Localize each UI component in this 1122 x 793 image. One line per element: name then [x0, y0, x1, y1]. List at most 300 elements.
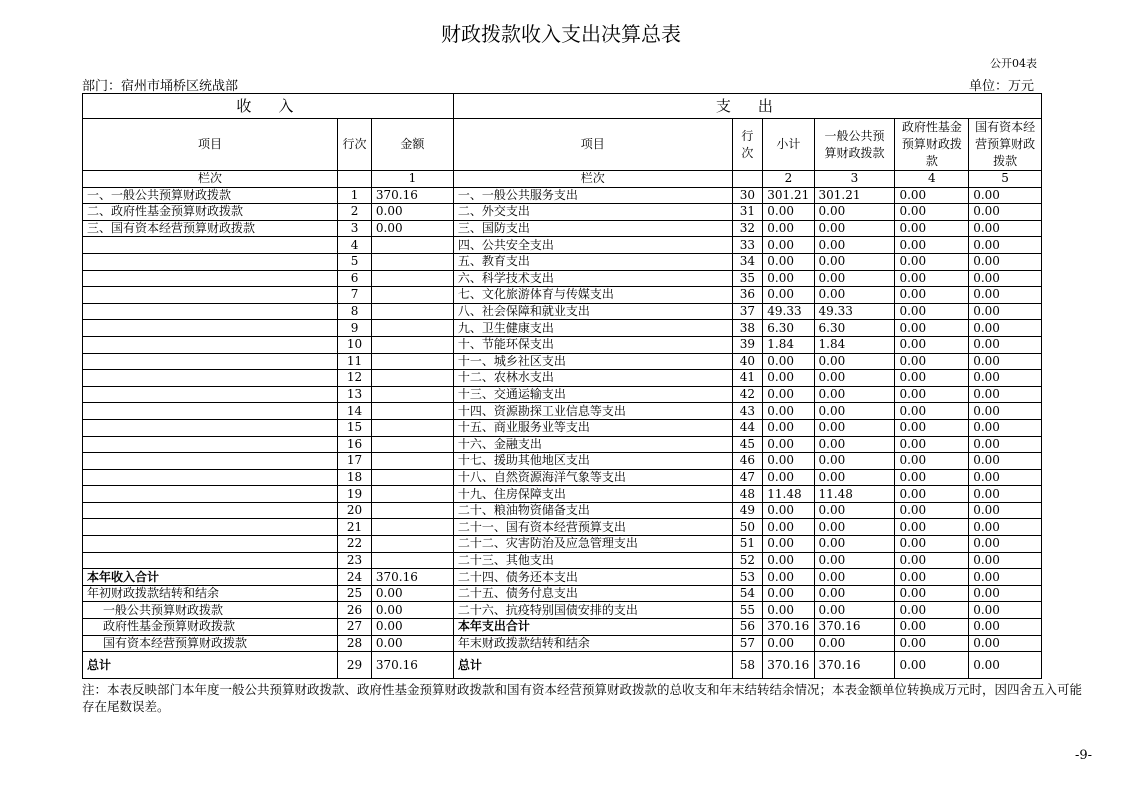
- income-amount-cell: [371, 253, 453, 270]
- income-amount-cell: [371, 353, 453, 370]
- income-row-no-cell: 25: [338, 585, 372, 602]
- income-item-cell: [83, 436, 338, 453]
- income-amount-cell: [371, 320, 453, 337]
- income-amount-cell: 0.00: [371, 602, 453, 619]
- expense-row-no-cell: 45: [732, 436, 763, 453]
- expense-state-capital-cell: 0.00: [969, 552, 1042, 569]
- income-row-no-cell: 1: [338, 187, 372, 204]
- income-row-no-cell: 27: [338, 619, 372, 636]
- income-row-no-cell: 2: [338, 204, 372, 221]
- income-row-no-cell: 9: [338, 320, 372, 337]
- table-row: [83, 469, 1042, 486]
- income-item-cell: [83, 469, 338, 486]
- expense-item-cell: 一、一般公共服务支出: [453, 187, 732, 204]
- expense-state-capital-cell: 0.00: [969, 270, 1042, 287]
- income-item-cell: 国有资本经营预算财政拨款: [83, 635, 338, 652]
- table-row: [83, 602, 1042, 619]
- expense-item-cell: 十九、住房保障支出: [453, 486, 732, 503]
- expense-subtotal-cell: 370.16: [763, 619, 814, 636]
- income-amount-cell: [371, 519, 453, 536]
- income-row-no-cell: 22: [338, 536, 372, 553]
- expense-general-budget-cell: 0.00: [814, 519, 895, 536]
- expense-subtotal-cell: 0.00: [763, 270, 814, 287]
- expense-row-no-cell: 31: [732, 204, 763, 221]
- expense-fund-budget-cell: 0.00: [895, 469, 969, 486]
- expense-fund-budget-cell: 0.00: [895, 552, 969, 569]
- expense-subtotal-cell: 0.00: [763, 220, 814, 237]
- expense-state-capital-cell: 0.00: [969, 619, 1042, 636]
- expense-general-budget-cell: 6.30: [814, 320, 895, 337]
- expense-state-capital-cell: 0.00: [969, 502, 1042, 519]
- expense-row-no-cell: 36: [732, 287, 763, 304]
- expense-subtotal-cell: 49.33: [763, 303, 814, 320]
- expense-row-no-header: 行次: [732, 119, 763, 171]
- expense-fund-budget-cell: 0.00: [895, 652, 969, 679]
- expense-item-cell: 二十一、国有资本经营预算支出: [453, 519, 732, 536]
- expense-row-no-cell: 39: [732, 336, 763, 353]
- expense-fund-budget-cell: 0.00: [895, 453, 969, 470]
- income-amount-cell: [371, 502, 453, 519]
- expense-subtotal-cell: 1.84: [763, 336, 814, 353]
- expense-item-cell: 二十五、债务付息支出: [453, 585, 732, 602]
- expense-fund-budget-cell: 0.00: [895, 436, 969, 453]
- expense-row-no-cell: 34: [732, 253, 763, 270]
- income-amount-cell: 0.00: [371, 204, 453, 221]
- expense-fund-budget-cell: 0.00: [895, 502, 969, 519]
- expense-item-cell: 二十二、灾害防治及应急管理支出: [453, 536, 732, 553]
- expense-fund-budget-cell: 0.00: [895, 320, 969, 337]
- income-amount-cell: 0.00: [371, 619, 453, 636]
- expense-general-budget-cell: 0.00: [814, 453, 895, 470]
- income-item-cell: [83, 519, 338, 536]
- income-item-cell: [83, 336, 338, 353]
- expense-state-capital-cell: 0.00: [969, 585, 1042, 602]
- page-number: -9-: [1074, 748, 1092, 763]
- expense-fund-budget-cell: 0.00: [895, 237, 969, 254]
- budget-table: [82, 93, 1042, 679]
- expense-subtotal-cell: 0.00: [763, 635, 814, 652]
- income-item-cell: [83, 303, 338, 320]
- table-row: [83, 320, 1042, 337]
- income-item-cell: [83, 552, 338, 569]
- expense-fund-budget-cell: 0.00: [895, 353, 969, 370]
- income-row-no-cell: 23: [338, 552, 372, 569]
- table-row: [83, 187, 1042, 204]
- expense-general-budget-cell: 0.00: [814, 220, 895, 237]
- table-row: [83, 569, 1042, 586]
- expense-general-budget-cell: 0.00: [814, 436, 895, 453]
- income-row-no-cell: 3: [338, 220, 372, 237]
- table-row: [83, 519, 1042, 536]
- expense-row-no-cell: 50: [732, 519, 763, 536]
- expense-state-capital-cell: 0.00: [969, 486, 1042, 503]
- income-row-no-cell: 18: [338, 469, 372, 486]
- income-amount-cell: 0.00: [371, 635, 453, 652]
- expense-fund-budget-cell: 0.00: [895, 635, 969, 652]
- expense-state-capital-cell: 0.00: [969, 336, 1042, 353]
- expense-fund-budget-cell: 0.00: [895, 204, 969, 221]
- income-row-no-cell: 19: [338, 486, 372, 503]
- expense-fund-budget-cell: 0.00: [895, 403, 969, 420]
- income-item-cell: 本年收入合计: [83, 569, 338, 586]
- income-item-cell: [83, 253, 338, 270]
- expense-row-no-cell: 43: [732, 403, 763, 420]
- income-amount-cell: [371, 303, 453, 320]
- income-item-cell: [83, 486, 338, 503]
- expense-item-cell: 十五、商业服务业等支出: [453, 419, 732, 436]
- income-amount-cell: [371, 486, 453, 503]
- expense-item-cell: 五、教育支出: [453, 253, 732, 270]
- expense-subtotal-cell: 0.00: [763, 602, 814, 619]
- expense-state-capital-cell: 0.00: [969, 419, 1042, 436]
- table-row: [83, 303, 1042, 320]
- expense-general-budget-cell: 0.00: [814, 253, 895, 270]
- expense-fund-budget-cell: 0.00: [895, 602, 969, 619]
- income-item-cell: [83, 353, 338, 370]
- expense-row-no-cell: 40: [732, 353, 763, 370]
- expense-item-cell: 九、卫生健康支出: [453, 320, 732, 337]
- expense-item-cell: 年末财政拨款结转和结余: [453, 635, 732, 652]
- income-row-no-cell: 21: [338, 519, 372, 536]
- expense-subtotal-cell: 0.00: [763, 552, 814, 569]
- expense-subtotal-cell: 11.48: [763, 486, 814, 503]
- income-row-no-cell: 13: [338, 386, 372, 403]
- expense-state-capital-cell: 0.00: [969, 320, 1042, 337]
- table-row: [83, 436, 1042, 453]
- income-col-label: 栏次: [83, 171, 338, 188]
- income-item-cell: [83, 270, 338, 287]
- table-row: [83, 585, 1042, 602]
- expense-general-budget-cell: 0.00: [814, 602, 895, 619]
- table-row: [83, 453, 1042, 470]
- expense-state-capital-cell: 0.00: [969, 187, 1042, 204]
- expense-item-cell: 本年支出合计: [453, 619, 732, 636]
- expense-general-budget-cell: 0.00: [814, 469, 895, 486]
- expense-general-budget-cell: 0.00: [814, 585, 895, 602]
- table-row: [83, 486, 1042, 503]
- expense-item-cell: 十四、资源勘探工业信息等支出: [453, 403, 732, 420]
- expense-general-budget-cell: 0.00: [814, 502, 895, 519]
- expense-fund-budget-cell: 0.00: [895, 187, 969, 204]
- expense-fund-budget-cell: 0.00: [895, 419, 969, 436]
- expense-fund-budget-cell: 0.00: [895, 303, 969, 320]
- table-row: [83, 353, 1042, 370]
- table-row: [83, 552, 1042, 569]
- expense-item-cell: 二、外交支出: [453, 204, 732, 221]
- expense-item-cell: 十六、金融支出: [453, 436, 732, 453]
- expense-row-no-cell: 51: [732, 536, 763, 553]
- expense-row-no-cell: 52: [732, 552, 763, 569]
- income-item-cell: 一般公共预算财政拨款: [83, 602, 338, 619]
- income-item-header: 项目: [83, 119, 338, 171]
- expense-general-budget-cell: 0.00: [814, 353, 895, 370]
- expense-row-no-cell: 54: [732, 585, 763, 602]
- expense-state-capital-cell: 0.00: [969, 403, 1042, 420]
- table-row: [83, 270, 1042, 287]
- expense-general-budget-cell: 370.16: [814, 619, 895, 636]
- expense-row-no-cell: 42: [732, 386, 763, 403]
- expense-row-no-cell: 55: [732, 602, 763, 619]
- page-title: 财政拨款收入支出决算总表: [441, 22, 681, 46]
- income-amount-cell: [371, 237, 453, 254]
- income-amount-cell: 370.16: [371, 569, 453, 586]
- income-row-no-cell: 6: [338, 270, 372, 287]
- expense-subtotal-cell: 0.00: [763, 536, 814, 553]
- expense-row-no-cell: 37: [732, 303, 763, 320]
- expense-subtotal-cell: 0.00: [763, 237, 814, 254]
- income-row-no-cell: 11: [338, 353, 372, 370]
- expense-fund-budget-cell: 0.00: [895, 270, 969, 287]
- expense-item-cell: 六、科学技术支出: [453, 270, 732, 287]
- expense-general-budget-cell: 11.48: [814, 486, 895, 503]
- expense-row-no-cell: 57: [732, 635, 763, 652]
- table-row: [83, 287, 1042, 304]
- table-row: [83, 386, 1042, 403]
- expense-fund-budget-cell: 0.00: [895, 370, 969, 387]
- expense-general-budget-cell: 370.16: [814, 652, 895, 679]
- col-number-4: 4: [895, 171, 969, 188]
- income-amount-cell: [371, 386, 453, 403]
- expense-general-budget-cell: 0.00: [814, 552, 895, 569]
- income-amount-cell: [371, 287, 453, 304]
- expense-section-header: 支 出: [453, 94, 1041, 119]
- income-amount-cell: 0.00: [371, 585, 453, 602]
- expense-subtotal-cell: 6.30: [763, 320, 814, 337]
- expense-fund-budget-cell: 0.00: [895, 585, 969, 602]
- income-row-no-cell: 5: [338, 253, 372, 270]
- expense-subtotal-cell: 0.00: [763, 204, 814, 221]
- expense-fund-budget-cell: 0.00: [895, 619, 969, 636]
- expense-general-budget-cell: 0.00: [814, 370, 895, 387]
- expense-general-budget-cell: 0.00: [814, 287, 895, 304]
- expense-state-capital-cell: 0.00: [969, 204, 1042, 221]
- expense-state-capital-cell: 0.00: [969, 370, 1042, 387]
- col-number-5: 5: [969, 171, 1042, 188]
- expense-subtotal-cell: 0.00: [763, 469, 814, 486]
- income-item-cell: [83, 502, 338, 519]
- expense-general-budget-cell: 0.00: [814, 386, 895, 403]
- expense-row-no-cell: 30: [732, 187, 763, 204]
- expense-row-no-cell: 32: [732, 220, 763, 237]
- expense-state-capital-cell: 0.00: [969, 469, 1042, 486]
- expense-fund-budget-cell: 0.00: [895, 486, 969, 503]
- department-label: 部门：宿州市埇桥区统战部: [82, 79, 239, 94]
- income-item-cell: [83, 453, 338, 470]
- expense-row-no-cell: 33: [732, 237, 763, 254]
- income-item-cell: [83, 320, 338, 337]
- income-row-no-cell: 4: [338, 237, 372, 254]
- expense-row-no-cell: 47: [732, 469, 763, 486]
- unit-label: 单位：万元: [968, 79, 1034, 94]
- expense-item-cell: 十八、自然资源海洋气象等支出: [453, 469, 732, 486]
- fund-budget-header: 政府性基金预算财政拨款: [895, 119, 969, 171]
- income-amount-cell: 370.16: [371, 187, 453, 204]
- expense-general-budget-cell: 0.00: [814, 403, 895, 420]
- expense-row-no-cell: 46: [732, 453, 763, 470]
- column-header-row: [83, 119, 1042, 171]
- expense-row-no-cell: 35: [732, 270, 763, 287]
- income-amount-cell: 370.16: [371, 652, 453, 679]
- expense-row-no-cell: 56: [732, 619, 763, 636]
- expense-row-no-cell: 58: [732, 652, 763, 679]
- income-row-no-cell: 16: [338, 436, 372, 453]
- income-amount-cell: [371, 469, 453, 486]
- expense-subtotal-cell: 0.00: [763, 419, 814, 436]
- income-amount-cell: [371, 370, 453, 387]
- table-row: [83, 635, 1042, 652]
- income-row-no-cell: 20: [338, 502, 372, 519]
- expense-subtotal-cell: 0.00: [763, 370, 814, 387]
- expense-subtotal-cell: 0.00: [763, 569, 814, 586]
- expense-row-no-cell: 48: [732, 486, 763, 503]
- expense-fund-budget-cell: 0.00: [895, 519, 969, 536]
- income-item-cell: [83, 419, 338, 436]
- expense-state-capital-cell: 0.00: [969, 602, 1042, 619]
- expense-fund-budget-cell: 0.00: [895, 536, 969, 553]
- col-number-3: 3: [814, 171, 895, 188]
- income-amount-cell: [371, 419, 453, 436]
- general-budget-header: 一般公共预算财政拨款: [814, 119, 895, 171]
- expense-state-capital-cell: 0.00: [969, 635, 1042, 652]
- expense-subtotal-cell: 0.00: [763, 436, 814, 453]
- expense-general-budget-cell: 0.00: [814, 569, 895, 586]
- table-row: [83, 253, 1042, 270]
- expense-item-cell: 八、社会保障和就业支出: [453, 303, 732, 320]
- expense-state-capital-cell: 0.00: [969, 536, 1042, 553]
- expense-general-budget-cell: 49.33: [814, 303, 895, 320]
- expense-item-cell: 十一、城乡社区支出: [453, 353, 732, 370]
- income-item-cell: [83, 536, 338, 553]
- table-row: [83, 204, 1042, 221]
- income-amount-cell: [371, 453, 453, 470]
- income-section-header: 收 入: [83, 94, 454, 119]
- expense-subtotal-cell: 0.00: [763, 403, 814, 420]
- expense-row-no-cell: 44: [732, 419, 763, 436]
- expense-fund-budget-cell: 0.00: [895, 253, 969, 270]
- expense-item-cell: 总计: [453, 652, 732, 679]
- income-row-no-cell: 15: [338, 419, 372, 436]
- income-item-cell: 政府性基金预算财政拨款: [83, 619, 338, 636]
- table-row: [83, 220, 1042, 237]
- column-number-row: [83, 171, 1042, 188]
- col-number-blank: [338, 171, 372, 188]
- table-row: [83, 419, 1042, 436]
- expense-fund-budget-cell: 0.00: [895, 336, 969, 353]
- expense-subtotal-cell: 0.00: [763, 353, 814, 370]
- expense-general-budget-cell: 0.00: [814, 419, 895, 436]
- income-item-cell: 年初财政拨款结转和结余: [83, 585, 338, 602]
- expense-state-capital-cell: 0.00: [969, 303, 1042, 320]
- expense-fund-budget-cell: 0.00: [895, 386, 969, 403]
- income-row-no-cell: 24: [338, 569, 372, 586]
- expense-state-capital-cell: 0.00: [969, 253, 1042, 270]
- expense-subtotal-cell: 0.00: [763, 585, 814, 602]
- table-row: [83, 502, 1042, 519]
- income-item-cell: [83, 403, 338, 420]
- expense-subtotal-cell: 0.00: [763, 253, 814, 270]
- table-row: [83, 536, 1042, 553]
- expense-state-capital-cell: 0.00: [969, 519, 1042, 536]
- expense-state-capital-cell: 0.00: [969, 386, 1042, 403]
- table-row: [83, 336, 1042, 353]
- col-number-blank: [732, 171, 763, 188]
- income-amount-cell: [371, 403, 453, 420]
- income-row-no-cell: 7: [338, 287, 372, 304]
- table-row: [83, 403, 1042, 420]
- expense-row-no-cell: 53: [732, 569, 763, 586]
- expense-general-budget-cell: 1.84: [814, 336, 895, 353]
- expense-fund-budget-cell: 0.00: [895, 220, 969, 237]
- expense-item-cell: 十三、交通运输支出: [453, 386, 732, 403]
- expense-item-cell: 二十六、抗疫特别国债安排的支出: [453, 602, 732, 619]
- income-item-cell: 总计: [83, 652, 338, 679]
- income-amount-cell: [371, 436, 453, 453]
- expense-general-budget-cell: 0.00: [814, 237, 895, 254]
- income-row-no-cell: 14: [338, 403, 372, 420]
- income-item-cell: [83, 287, 338, 304]
- income-item-cell: 三、国有资本经营预算财政拨款: [83, 220, 338, 237]
- income-item-cell: [83, 370, 338, 387]
- income-item-cell: 二、政府性基金预算财政拨款: [83, 204, 338, 221]
- expense-item-cell: 十七、援助其他地区支出: [453, 453, 732, 470]
- table-row: [83, 652, 1042, 679]
- income-amount-cell: 0.00: [371, 220, 453, 237]
- expense-general-budget-cell: 301.21: [814, 187, 895, 204]
- expense-general-budget-cell: 0.00: [814, 536, 895, 553]
- expense-subtotal-cell: 301.21: [763, 187, 814, 204]
- income-row-no-cell: 10: [338, 336, 372, 353]
- expense-row-no-cell: 38: [732, 320, 763, 337]
- income-item-cell: [83, 237, 338, 254]
- expense-subtotal-cell: 0.00: [763, 386, 814, 403]
- expense-state-capital-cell: 0.00: [969, 220, 1042, 237]
- income-row-no-cell: 8: [338, 303, 372, 320]
- income-row-no-cell: 12: [338, 370, 372, 387]
- income-row-no-cell: 17: [338, 453, 372, 470]
- col-number-1: 1: [371, 171, 453, 188]
- expense-fund-budget-cell: 0.00: [895, 287, 969, 304]
- expense-general-budget-cell: 0.00: [814, 270, 895, 287]
- expense-state-capital-cell: 0.00: [969, 237, 1042, 254]
- table-row: [83, 370, 1042, 387]
- expense-subtotal-cell: 0.00: [763, 519, 814, 536]
- income-amount-cell: [371, 270, 453, 287]
- expense-state-capital-cell: 0.00: [969, 353, 1042, 370]
- expense-general-budget-cell: 0.00: [814, 635, 895, 652]
- income-amount-cell: [371, 336, 453, 353]
- expense-item-cell: 二十三、其他支出: [453, 552, 732, 569]
- expense-state-capital-cell: 0.00: [969, 453, 1042, 470]
- table-row: [83, 237, 1042, 254]
- expense-item-header: 项目: [453, 119, 732, 171]
- state-capital-header: 国有资本经营预算财政拨款: [969, 119, 1042, 171]
- expense-subtotal-cell: 0.00: [763, 287, 814, 304]
- expense-subtotal-cell: 370.16: [763, 652, 814, 679]
- expense-general-budget-cell: 0.00: [814, 204, 895, 221]
- income-item-cell: [83, 386, 338, 403]
- expense-row-no-cell: 41: [732, 370, 763, 387]
- expense-state-capital-cell: 0.00: [969, 287, 1042, 304]
- expense-item-cell: 七、文化旅游体育与传媒支出: [453, 287, 732, 304]
- expense-state-capital-cell: 0.00: [969, 436, 1042, 453]
- income-row-no-cell: 28: [338, 635, 372, 652]
- income-amount-header: 金额: [371, 119, 453, 171]
- expense-state-capital-cell: 0.00: [969, 569, 1042, 586]
- expense-subtotal-cell: 0.00: [763, 502, 814, 519]
- expense-item-cell: 二十四、债务还本支出: [453, 569, 732, 586]
- expense-col-label: 栏次: [453, 171, 732, 188]
- expense-state-capital-cell: 0.00: [969, 652, 1042, 679]
